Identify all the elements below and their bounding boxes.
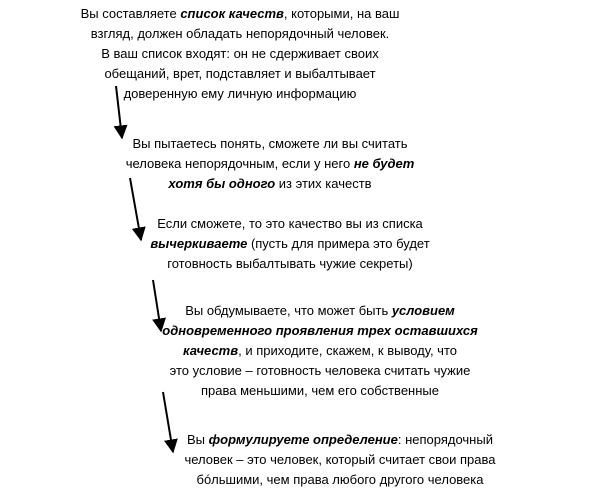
emphasized-term: формулируете определение — [208, 432, 398, 447]
arrow-4-to-5 — [163, 392, 173, 452]
arrow-1-to-2 — [116, 86, 122, 138]
text-segment: Вы обдумываете, что может быть — [185, 303, 392, 318]
text-segment: обещаний, врет, подставляет и выбалтывает — [104, 66, 376, 81]
text-segment: человек – это человек, который считает свои права — [184, 452, 496, 467]
emphasized-term: условием — [391, 303, 455, 318]
text-segment: , и приходите, скажем, к выводу, что — [238, 343, 457, 358]
emphasized-term: хотя бы одного — [168, 176, 276, 191]
text-segment: доверенную ему личную информацию — [123, 86, 357, 101]
text-segment: это условие – готовность человека считать чужие — [169, 363, 471, 378]
text-segment: бóльшими, чем права любого другого человека — [196, 472, 484, 487]
text-segment: Вы пытаетесь понять, сможете ли вы считать — [132, 136, 408, 151]
text-segment: из этих качеств — [275, 176, 372, 191]
text-segment: (пусть для примера это будет — [247, 236, 430, 251]
text-segment: В ваш список входят: он не сдерживает своих — [101, 46, 379, 61]
text-segment: Вы составляете — [80, 6, 181, 21]
text-segment: Вы — [187, 432, 209, 447]
arrow-3-to-4 — [153, 280, 161, 331]
emphasized-term: вычеркиваете — [150, 236, 248, 251]
text-segment: , которыми, на ваш — [283, 6, 400, 21]
text-segment: права меньшими, чем его собственные — [201, 383, 439, 398]
text-segment: готовность выбалтывать чужие секреты) — [167, 256, 413, 271]
text-segment: Если сможете, то это качество вы из списка — [157, 216, 423, 231]
text-segment: взгляд, должен обладать непорядочный человек. — [90, 26, 390, 41]
arrow-2-to-3 — [130, 178, 141, 240]
emphasized-term: список качеств — [180, 6, 284, 21]
text-segment: : непорядочный — [397, 432, 493, 447]
emphasized-term: не будет — [353, 156, 415, 171]
emphasized-term: одновременного проявления трех оставшихся — [162, 323, 478, 338]
emphasized-term: качеств — [183, 343, 239, 358]
text-segment: человека непорядочным, если у него — [125, 156, 354, 171]
